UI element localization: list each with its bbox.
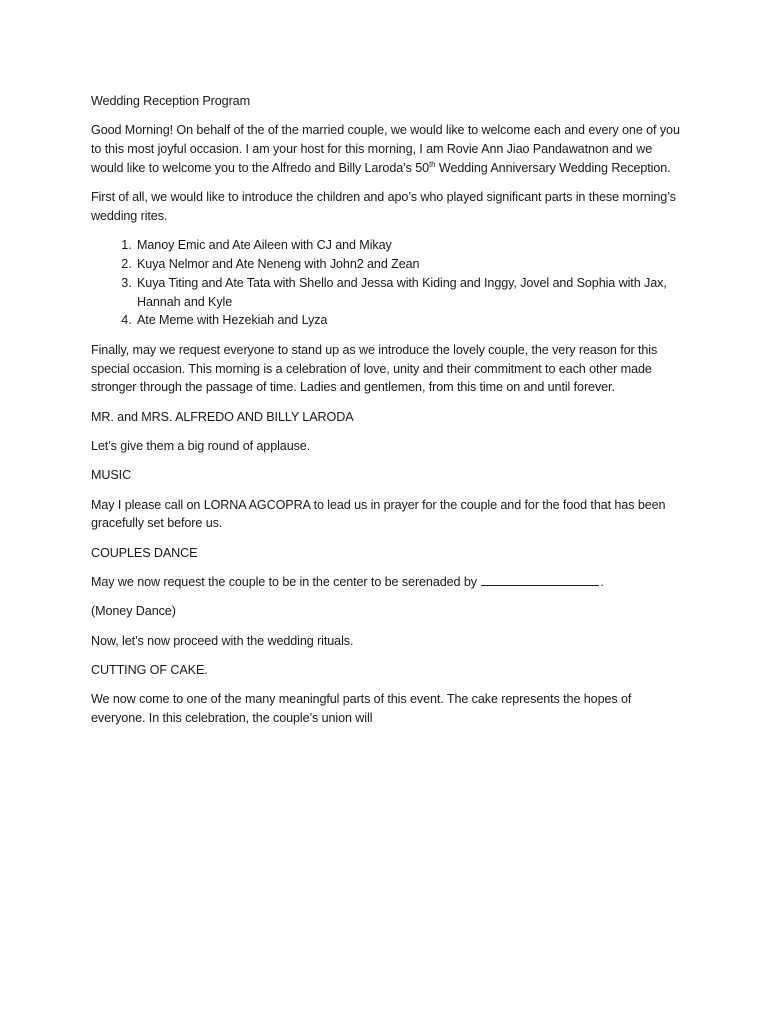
serenade-text: May we now request the couple to be in the center to be serenaded by	[91, 574, 477, 589]
introduce-children-paragraph: First of all, we would like to introduce the children and apo’s who played significant parts in these morning’s wedding rites.	[91, 190, 676, 223]
serenade-end: .	[600, 574, 604, 589]
document-title: Wedding Reception Program	[91, 94, 250, 108]
prayer-paragraph: May I please call on LORNA AGCOPRA to lead us in prayer for the couple and for the food that has been gracefully set before us.	[91, 497, 666, 531]
couples-dance-heading: COUPLES DANCE	[91, 545, 198, 560]
ordinal-suffix: th	[429, 159, 436, 169]
intro-text-end: Wedding Anniversary Wedding Reception.	[435, 160, 671, 175]
list-item: 4. Ate Meme with Hezekiah and Lyza	[135, 311, 681, 330]
rituals-line: Now, let’s now proceed with the wedding rituals.	[91, 633, 354, 648]
fill-in-blank	[481, 573, 599, 586]
intro-paragraph	[91, 121, 681, 177]
cake-paragraph: We now come to one of the many meaningful parts of this event. The cake represents the hopes of everyone. In this celebration, the couple’s union will	[91, 692, 632, 725]
cutting-cake-heading: CUTTING OF CAKE.	[91, 662, 208, 677]
children-list	[91, 236, 681, 330]
list-item: 2. Kuya Nelmor and Ate Neneng with John2 and Zean	[135, 255, 681, 274]
serenade-paragraph	[91, 573, 681, 592]
money-dance-line: (Money Dance)	[91, 604, 176, 619]
list-item: 1. Manoy Emic and Ate Aileen with CJ and Mikay	[135, 236, 681, 255]
music-heading: MUSIC	[91, 468, 132, 483]
couple-names: MR. and MRS. ALFREDO AND BILLY LARODA	[91, 409, 354, 424]
couple-intro-paragraph: Finally, may we request everyone to stand up as we introduce the lovely couple, the very reason for this special occasion. This morning is a celebration of love, unity and their commitment to each other made stronger through the passage of time. Ladies and gentlemen, from this time on and until forever.	[91, 342, 658, 395]
intro-text: Good Morning! On behalf of the of the married couple, we would like to welcome each and every one of you to this most joyful occasion. I am your host for this morning, I am Rovie Ann Jiao Pandawatnon and we would like to welcome you to the Alfredo and Billy Laroda’s 50	[91, 123, 680, 175]
document-body	[91, 92, 681, 738]
list-item: 3. Kuya Titing and Ate Tata with Shello and Jessa with Kiding and Inggy, Jovel and Sophia with Jax, Hannah and Kyle	[135, 274, 681, 312]
applause-line: Let’s give them a big round of applause.	[91, 438, 311, 453]
